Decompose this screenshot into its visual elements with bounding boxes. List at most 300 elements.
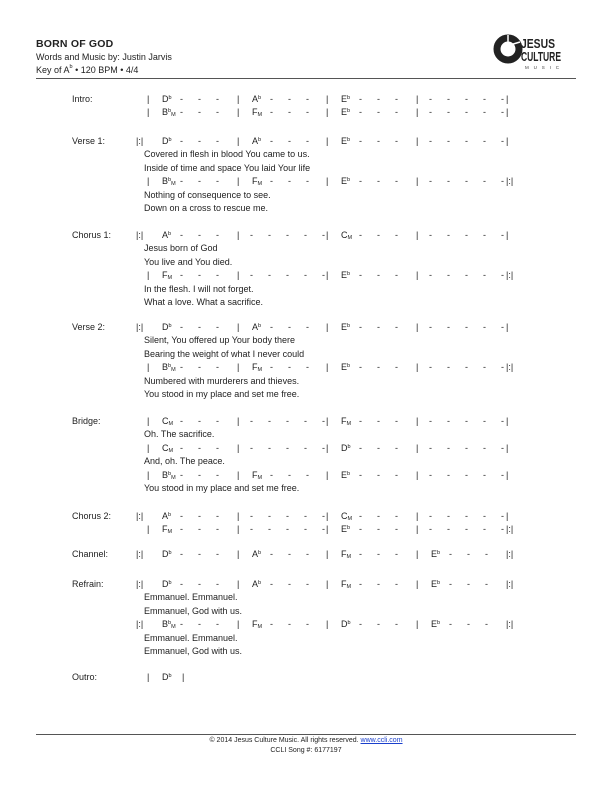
beat-dash: - [429,270,432,281]
chord-flat: b [437,620,441,627]
beat-dash: - [449,579,452,589]
beat-dash: - [250,230,253,240]
lyric-text: Inside of time and space You laid Your life [144,162,311,173]
beat-dash: - [395,524,398,535]
beat-dash: - [306,107,309,118]
repeat-end: |:| [506,619,514,630]
bar-line: | [506,469,509,480]
chord-root: D [162,322,169,332]
chord-symbol [341,618,351,631]
beat-dash: - [377,442,380,453]
beat-dash: - [501,230,504,240]
beat-dash: - [198,270,201,281]
bar-line: | [416,416,419,426]
beat-dash: - [216,270,219,281]
chord-root: E [341,176,348,187]
bar-line: | [506,136,509,146]
lyric-text: Jesus born of God [144,243,218,254]
chord-root: C [162,442,169,453]
chord-root: F [341,549,347,559]
chord-quality: M [171,181,176,188]
beat-dash: - [429,136,432,146]
beat-dash: - [270,362,273,373]
chord-line [0,93,612,106]
lyric-text: Bearing the weight of what I never could [144,348,305,359]
bar-line: | [416,469,419,480]
chord-root: E [341,469,348,480]
bar-line: | [506,107,509,118]
bar-line: | [416,107,419,118]
bar-line: | [147,94,150,104]
copyright-text: © 2014 Jesus Culture Music. All rights reserved. [209,737,361,744]
section-label-text: Verse 2: [72,322,106,332]
beat-dash: - [447,94,450,104]
beat-dash: - [359,469,362,480]
lyric-text: Covered in flesh in blood You came to us. [144,149,310,160]
chord-symbol [341,175,350,188]
beat-dash: - [377,511,380,521]
beat-dash: - [322,230,325,240]
beat-dash: - [304,416,307,426]
bar-line: | [326,176,329,187]
beat-dash: - [198,230,201,240]
bar-line: | [237,511,240,521]
beat-dash: - [429,362,432,373]
beat-dash: - [485,619,488,630]
chord-flat: b [168,177,172,184]
beat-dash: - [286,416,289,426]
chord-root: F [252,362,258,373]
bar-line: | [326,469,329,480]
beat-dash: - [395,416,398,426]
key-suffix: • 120 BPM • 4/4 [72,65,139,75]
chord-root: D [162,672,169,682]
beat-dash: - [288,549,291,559]
beat-dash: - [180,362,183,373]
chord-symbol [252,93,261,106]
beat-dash: - [465,362,468,373]
beat-dash: - [359,230,362,240]
chord-symbol [252,106,262,121]
beat-dash: - [198,362,201,373]
beat-dash: - [449,549,452,559]
beat-dash: - [377,524,380,535]
beat-dash: - [359,524,362,535]
repeat-start: |:| [136,511,144,521]
beat-dash: - [377,136,380,146]
bar-line: | [416,362,419,373]
beat-dash: - [483,511,486,521]
beat-dash: - [465,230,468,240]
bar-line: | [147,176,150,187]
beat-dash: - [377,230,380,240]
beat-dash: - [395,619,398,630]
beat-dash: - [268,230,271,240]
chord-symbol [341,469,350,482]
beat-dash: - [465,442,468,453]
chord-flat: b [168,108,172,115]
beat-dash: - [270,579,273,589]
beat-dash: - [501,136,504,146]
beat-dash: - [483,469,486,480]
beat-dash: - [306,94,309,104]
footer-rule [36,734,576,735]
bar-line: | [182,672,185,682]
chord-flat: b [437,580,441,586]
beat-dash: - [483,230,486,240]
chord-symbol [341,135,350,148]
beat-dash: - [216,362,219,373]
beat-dash: - [395,270,398,281]
chord-root: E [431,619,438,630]
lyric-text: Emmanuel. Emmanuel. [144,592,238,603]
lyric-line [0,189,612,202]
chord-root: B [162,176,169,187]
chord-symbol [162,523,172,538]
beat-dash: - [198,619,201,630]
beat-dash: - [180,524,183,535]
chord-symbol [341,321,350,334]
beat-dash: - [377,107,380,118]
chord-root: D [162,579,169,589]
chord-root: E [341,94,348,104]
lyric-line [0,428,612,441]
chord-line [0,415,612,428]
bar-line: | [147,270,150,281]
beat-dash: - [359,322,362,332]
bar-line: | [416,442,419,453]
beat-dash: - [216,549,219,559]
chord-symbol [341,442,351,455]
chord-quality: M [257,624,263,631]
beat-dash: - [447,416,450,426]
bar-line: | [416,322,419,332]
beat-dash: - [304,230,307,240]
beat-dash: - [447,322,450,332]
chord-root: F [252,107,258,118]
beat-dash: - [501,442,504,453]
lyric-text: Silent, You offered up Your body there [144,335,295,346]
beat-dash: - [286,270,289,281]
beat-dash: - [501,416,504,426]
chord-flat: b [347,323,351,329]
chord-flat: b [258,580,262,586]
beat-dash: - [501,94,504,104]
chord-root: D [162,94,169,104]
chord-line [0,578,612,591]
beat-dash: - [395,94,398,104]
beat-dash: - [377,579,380,589]
section-label-text: Chorus 1: [72,230,112,240]
chord-symbol [341,106,350,119]
lyric-line [0,482,612,495]
beat-dash: - [198,511,201,521]
bar-line: | [147,469,150,480]
beat-dash: - [306,176,309,187]
lyric-line [0,388,612,401]
beat-dash: - [465,107,468,118]
beat-dash: - [447,362,450,373]
beat-dash: - [429,442,432,453]
chord-line [0,321,612,334]
chord-line [0,510,612,523]
chord-quality: M [346,584,352,590]
beat-dash: - [216,230,219,240]
chord-quality: M [347,516,353,522]
bar-line: | [326,549,329,559]
bar-line: | [326,136,329,146]
chord-flat: b [168,323,172,329]
chord-symbol [162,93,172,106]
beat-dash: - [447,524,450,535]
chord-flat: b [168,580,172,586]
lyric-text: Nothing of consequence to see. [144,189,271,200]
beat-dash: - [447,511,450,521]
bar-line: | [416,524,419,535]
bar-line: | [416,549,419,559]
beat-dash: - [429,230,432,240]
beat-dash: - [501,270,504,281]
beat-dash: - [465,136,468,146]
chord-root: D [341,619,348,630]
bar-line: | [416,579,419,589]
section-label-text: Channel: [72,549,109,559]
beat-dash: - [467,549,470,559]
beat-dash: - [216,176,219,187]
beat-dash: - [501,524,504,535]
beat-dash: - [429,94,432,104]
beat-dash: - [322,524,325,535]
chord-symbol [162,578,172,591]
chord-symbol [341,523,350,536]
lyric-line [0,348,612,361]
chord-root: F [341,579,347,589]
section-label-text: Outro: [72,672,98,682]
chord-root: A [162,230,169,240]
beat-dash: - [180,136,183,146]
beat-dash: - [322,442,325,453]
beat-dash: - [395,230,398,240]
beat-dash: - [180,176,183,187]
chord-line [0,469,612,482]
beat-dash: - [359,362,362,373]
header-rule [36,78,576,79]
bar-line: | [147,362,150,373]
repeat-start: |:| [136,136,144,146]
lyric-text: Emmanuel, God with us. [144,646,243,656]
chord-root: D [162,549,169,559]
beat-dash: - [501,469,504,480]
bar-line: | [416,136,419,146]
bar-line: | [147,416,150,426]
beat-dash: - [359,619,362,630]
chord-symbol [162,671,172,684]
bar-line: | [416,176,419,187]
beat-dash: - [288,469,291,480]
bar-line: | [237,230,240,240]
chord-flat: b [168,512,172,518]
beat-dash: - [485,579,488,589]
beat-dash: - [359,136,362,146]
bar-line: | [237,176,240,187]
beat-dash: - [250,442,253,453]
chord-quality: M [171,624,176,631]
chord-flat: b [168,620,172,627]
beat-dash: - [447,176,450,187]
repeat-end: |:| [506,270,514,281]
lyric-line [0,375,612,388]
footer-ccli: CCLI Song #: 6177197 [270,747,342,754]
beat-dash: - [483,176,486,187]
bar-line: | [147,524,150,535]
chord-flat: b [347,525,351,532]
beat-dash: - [359,270,362,281]
bar-line: | [326,619,329,630]
chord-symbol [341,93,350,106]
chord-root: F [162,524,168,535]
lyric-text: Emmanuel. Emmanuel. [144,632,238,643]
beat-dash: - [359,416,362,426]
chord-root: D [341,442,348,453]
beat-dash: - [359,579,362,589]
lyric-text: Down on a cross to rescue me. [144,203,269,213]
beat-dash: - [216,136,219,146]
chord-line [0,106,612,119]
lyric-text: What a love. What a sacrifice. [144,297,264,307]
chord-flat: b [258,323,262,329]
bar-line: | [147,107,150,118]
chord-flat: b [347,177,351,184]
beat-dash: - [377,270,380,281]
chord-quality: M [167,529,173,536]
beat-dash: - [306,549,309,559]
chord-quality: M [257,181,263,188]
lyric-line [0,296,612,309]
chord-line [0,523,612,536]
beat-dash: - [216,619,219,630]
beat-dash: - [304,511,307,521]
beat-dash: - [304,524,307,535]
chord-flat: b [347,95,351,101]
section-label-text: Chorus 2: [72,511,112,521]
chord-line [0,442,612,455]
beat-dash: - [377,176,380,187]
beat-dash: - [501,107,504,118]
lyric-line [0,148,612,161]
beat-dash: - [465,524,468,535]
chord-flat: b [168,95,172,101]
chord-root: B [162,362,169,373]
beat-dash: - [288,176,291,187]
lyric-text: Oh. The sacrifice. [144,429,215,440]
lyric-line [0,283,612,296]
section-label-text: Intro: [72,94,93,104]
beat-dash: - [395,549,398,559]
beat-dash: - [485,549,488,559]
beat-dash: - [180,442,183,453]
bar-line: | [237,442,240,453]
beat-dash: - [377,362,380,373]
bar-line: | [416,511,419,521]
beat-dash: - [377,94,380,104]
beat-dash: - [467,579,470,589]
bar-line: | [506,230,509,240]
chord-root: E [431,579,438,589]
bar-line: | [237,362,240,373]
song-key-line [36,65,138,75]
beat-dash: - [501,362,504,373]
jesus-culture-logo [494,33,564,73]
ccli-link[interactable]: www.ccli.com [360,737,403,744]
chord-symbol [162,548,172,561]
beat-dash: - [483,322,486,332]
beat-dash: - [359,107,362,118]
chord-line [0,229,612,242]
beat-dash: - [198,107,201,118]
chord-line [0,618,612,631]
beat-dash: - [377,469,380,480]
beat-dash: - [359,176,362,187]
chord-root: F [252,619,258,630]
chord-quality: M [167,275,173,282]
beat-dash: - [465,322,468,332]
chord-flat: b [347,108,351,115]
beat-dash: - [288,619,291,630]
beat-dash: - [216,94,219,104]
chord-symbol [341,269,350,282]
lyric-text: Numbered with murderers and thieves. [144,375,300,386]
chord-symbol [252,548,261,561]
chord-flat: b [258,550,262,556]
section-label-text: Verse 1: [72,136,106,146]
chord-root: B [162,469,169,480]
chord-root: B [162,107,169,118]
chord-root: A [252,549,259,559]
beat-dash: - [180,549,183,559]
beat-dash: - [288,322,291,332]
chord-flat: b [437,550,441,556]
beat-dash: - [483,270,486,281]
chord-symbol [252,578,261,591]
chord-flat: b [258,137,262,143]
beat-dash: - [465,511,468,521]
bar-line: | [237,94,240,104]
beat-dash: - [377,619,380,630]
beat-dash: - [359,94,362,104]
beat-dash: - [306,322,309,332]
song-credits: Words and Music by: Justin Jarvis [36,52,172,62]
chord-root: E [341,107,348,118]
chord-symbol [162,510,171,523]
chord-flat: b [168,470,172,477]
beat-dash: - [467,619,470,630]
chord-root: F [162,270,168,281]
bar-line: | [326,416,329,426]
beat-dash: - [270,549,273,559]
beat-dash: - [216,524,219,535]
chord-root: A [252,136,259,146]
bar-line: | [326,270,329,281]
repeat-end: |:| [506,549,514,559]
beat-dash: - [377,549,380,559]
repeat-start: |:| [136,619,144,630]
chord-root: B [162,619,169,630]
beat-dash: - [216,469,219,480]
chord-root: E [341,136,348,146]
beat-dash: - [250,416,253,426]
beat-dash: - [268,416,271,426]
chord-symbol [431,548,440,561]
